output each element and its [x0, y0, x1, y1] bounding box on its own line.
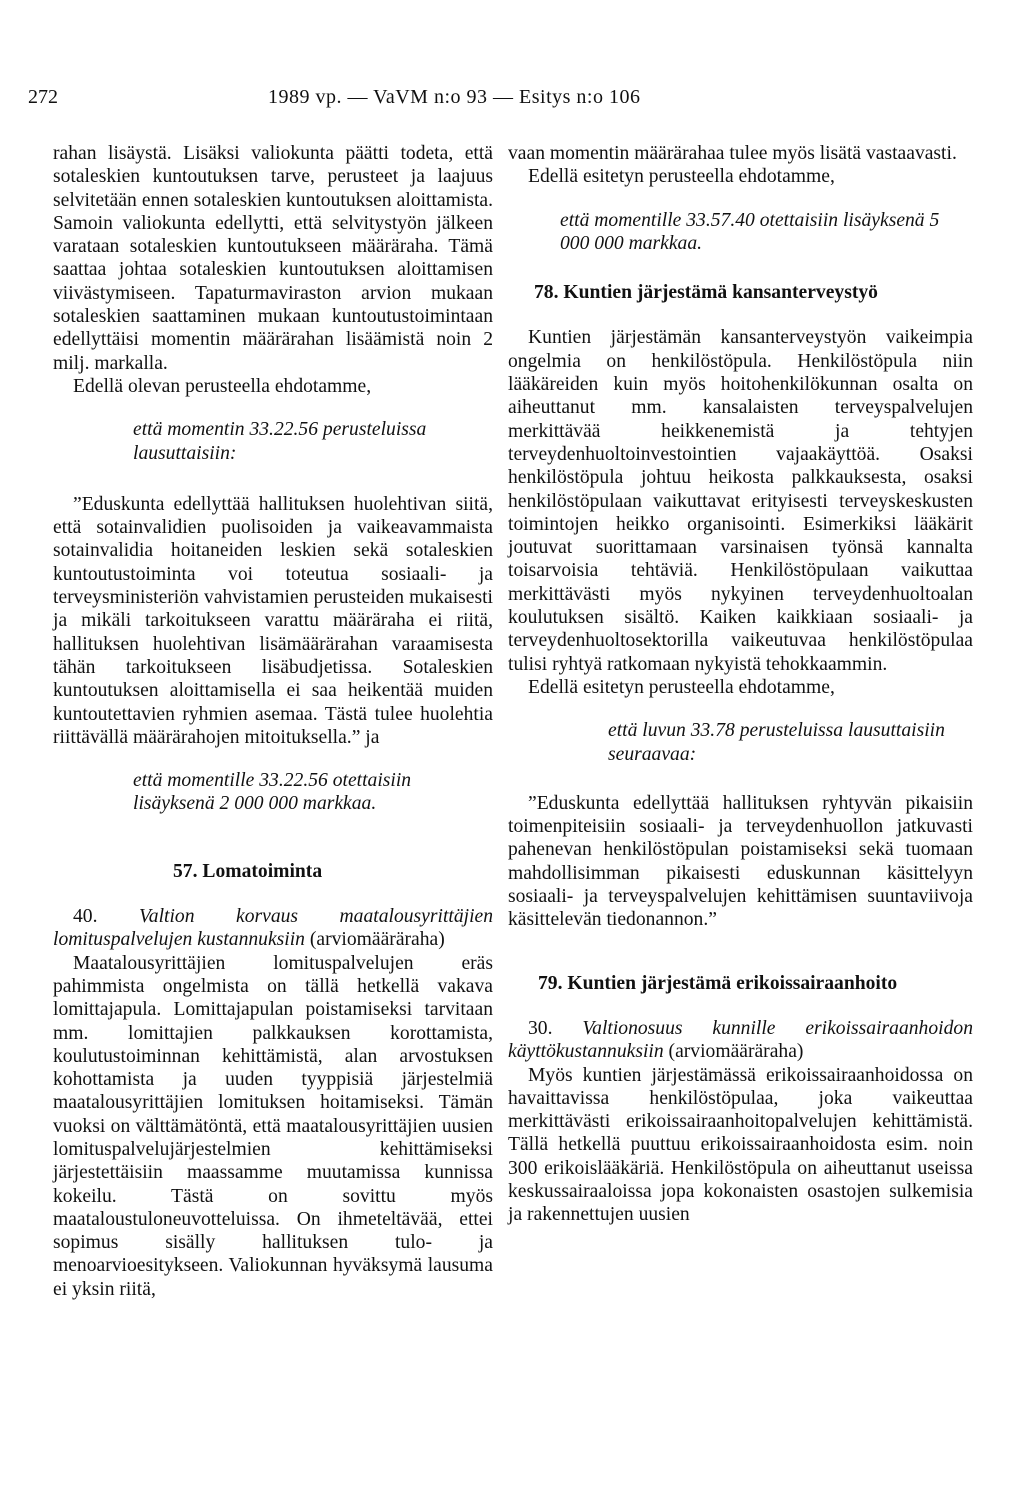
section-heading-78: 78. Kuntien järjestämä kansanterveystyö	[534, 282, 878, 304]
paragraph: Kuntien järjestämän kansanterveystyön vaikeimpia ongelmia on henkilöstöpula. Henkilöstöpula niin lääkäreiden kuin myös hoitohenkilökunnan osalta on aiheuttanut mm. kansalaisten terveyspalvelujen merkittävää heikkenemistä ja tehtyjen terveydenhuoltoinvestointien vajaakäyttöä. Osaksi henkilöstöpula johtuu heikosta palkkauksesta, osaksi henkilöstöpulaan vaikuttavat erityisesti terveyskeskusten toimintojen heikko organisointi. Esimerkiksi lääkärit joutuvat suorittamaan varsinaisen työnsä kannalta toisarvoisia tehtäviä. Henkilöstöpulaan vaikuttaa merkittävästi myös nykyinen terveydenhuoltoalan koulutuksen sisältö. Kaiken kaikkiaan sosiaali- ja terveydenhuoltosektorilla vaikeutuvaa henkilöstöpulaa tulisi ryhtyä ratkomaan nykyistä tehokkaammin.	[508, 327, 973, 675]
motion-statement: että momentin 33.22.56 perusteluissa lausuttaisiin:	[133, 419, 427, 464]
quoted-statement: ”Eduskunta edellyttää hallituksen huolehtivan siitä, että sotainvalidien puolisoiden ja vaikeavammaista sotainvalidia hoitaneiden leskien sekä sotaleskien kuntoutustoiminta voi toteutua sosiaali- ja terveysministeriön vahvistamien perusteiden mukaisesti ja mikäli tarkoitukseen varattu määräraha ei riitä, hallituksen huolehtivan lisämäärärahan varaamisesta tähän tarkoitukseen lisäbudjetissa. Sotaleskien kuntoutuksen aloittamisella ei saa heikentää muiden kuntoutettavien ryhmien asemaa. Tästä tulee huolehtia riittävällä määrärahojen mitoituksella.” ja	[53, 493, 493, 748]
item-title: Valtionosuus kunnille erikoissairaanhoidon käyttökustannuksiin	[508, 1017, 973, 1063]
quoted-statement: ”Eduskunta edellyttää hallituksen ryhtyvän pikaisiin toimenpiteisiin sosiaali- ja terveydenhuollon jatkuvasti pahenevan henkilöstöpulan poistamiseksi sekä tuomaan mahdollisimman pikaisesti eduskunnan käsittelyyn sosiaali- ja terveyspalvelujen kehittämisen suuntaviivoja käsittelevän tiedonannon.”	[508, 792, 973, 931]
motion-statement: että momentille 33.57.40 otettaisiin lisäyksenä 5 000 000 markkaa.	[560, 209, 940, 254]
running-head: 1989 vp. — VaVM n:o 93 — Esitys n:o 106	[268, 86, 641, 108]
motion-statement: että momentille 33.22.56 otettaisiin lisäyksenä 2 000 000 markkaa.	[133, 770, 412, 815]
paragraph: Edellä esitetyn perusteella ehdotamme,	[528, 166, 835, 188]
section-heading-79: 79. Kuntien järjestämä erikoissairaanhoito	[538, 972, 898, 994]
item-number: 30.	[528, 1017, 553, 1039]
paragraph: Edellä esitetyn perusteella ehdotamme,	[528, 676, 835, 698]
item-title: Valtion korvaus maatalousyrittäjien lomituspalvelujen kustannuksiin	[53, 906, 494, 951]
item-type: (arviomääräraha)	[309, 929, 445, 951]
paragraph: Myös kuntien järjestämässä erikoissairaanhoidossa on havaittavissa henkilöstöpulaa, joka vaikeuttaa merkittävästi erikoissairaanhoitopalvelujen kehittämistä. Tällä hetkellä puuttuu erikoissairaanhoidosta esim. noin 300 erikoislääkäriä. Henkilöstöpula on aiheuttanut useissa keskussairaaloissa jopa kokonaisten osastojen sulkemisia ja rakennettujen uusien	[508, 1064, 973, 1226]
paragraph: rahan lisäystä. Lisäksi valiokunta päätti todeta, että sotaleskien kuntoutuksen tarve, perusteet ja laajuus selvitetään ennen sotaleskien kuntoutuksen aloittamista. Samoin valiokunta edellytti, että selvitystyön jälkeen varataan sotaleskien kuntoutukseen määräraha. Tämä saattaa johtaa sotaleskien kuntoutuksen aloittamisen viivästymiseen. Tapaturmaviraston arvion mukaan sotaleskien saattaminen mukaan kuntoutustoimintaan edellyttäisi momentin määrärahan lisäämistä noin 2 milj. markalla.	[53, 143, 493, 374]
page-number: 272	[28, 86, 58, 108]
budget-item-40	[53, 905, 493, 952]
paragraph: Maatalousyrittäjien lomituspalvelujen eräs pahimmista ongelmista on tällä hetkellä vakava lomittajapula. Lomittajapulan poistamiseksi tarvitaan mm. lomittajien palkkauksen korottamista, koulutustoiminnan kehittämistä, alan arvostuksen kohottamista ja uuden tyyppisiä järjestelmiä maatalousyrittäjien lomituksen hoitamiseksi. Tämän vuoksi on välttämätöntä, että maatalousyrittäjien uusien lomituspalvelujärjestelmien kehittämiseksi järjestettäisiin maassamme muutamissa kunnissa kokeilu. Tästä on sovittu myös maataloustuloneuvotteluissa. On ihmeteltävää, ettei sopimus sisälly hallituksen tulo- ja menoarvioesitykseen. Valiokunnan hyväksymä lausuma ei yksin riitä,	[53, 952, 493, 1300]
budget-item-30	[508, 1017, 973, 1064]
paragraph: Edellä olevan perusteella ehdotamme,	[73, 375, 372, 397]
right-column	[508, 142, 973, 1227]
left-column	[53, 142, 493, 1301]
item-type: (arviomääräraha)	[668, 1041, 804, 1063]
motion-statement: että luvun 33.78 perusteluissa lausuttaisiin seuraavaa:	[608, 720, 945, 765]
item-number: 40.	[73, 906, 98, 928]
section-heading-57: 57. Lomatoiminta	[173, 860, 323, 882]
page-header	[28, 86, 988, 116]
paragraph: vaan momentin määrärahaa tulee myös lisätä vastaavasti.	[508, 143, 957, 164]
